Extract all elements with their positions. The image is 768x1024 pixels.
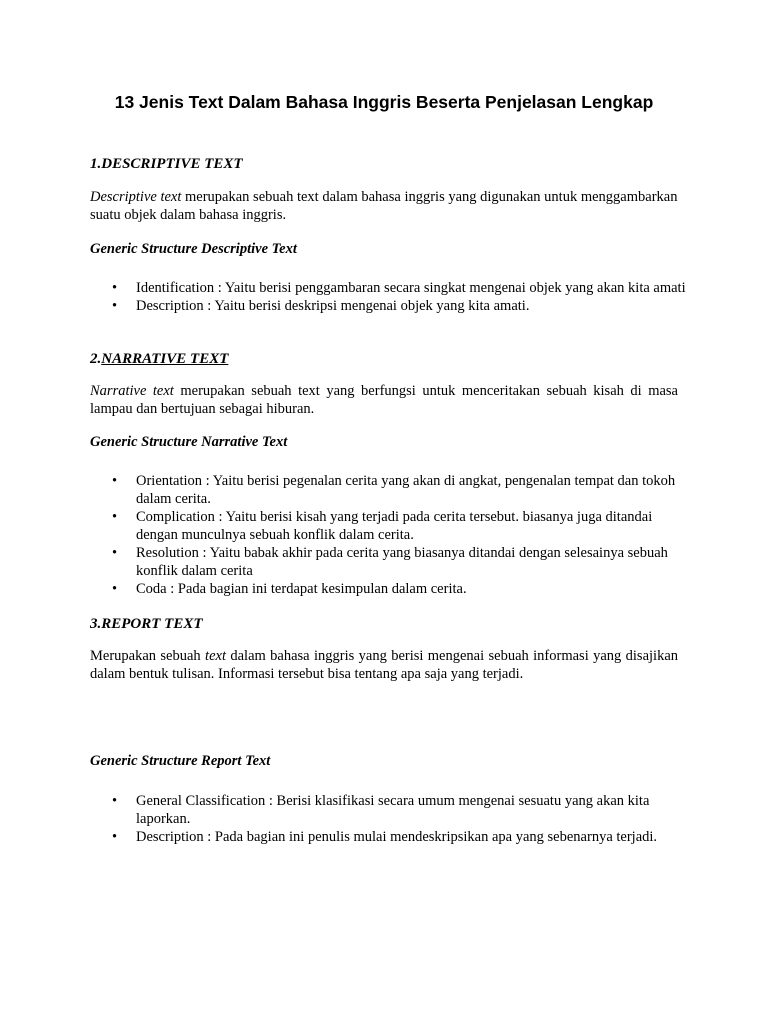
section-heading-report <box>90 616 203 633</box>
section-intro-report <box>90 647 678 683</box>
section-intro-descriptive <box>90 188 678 224</box>
intro-term: Descriptive text <box>90 189 182 205</box>
list-item: • Complication : Yaitu berisi kisah yang terjadi pada cerita tersebut. biasanya juga ditandai dengan munculnya sebuah konflik dalam cerita. <box>90 508 690 544</box>
intro-text: merupakan sebuah text dalam bahasa inggris yang digunakan untuk menggambarkan suatu objek dalam bahasa inggris. <box>90 189 678 223</box>
list-item: • Identification : Yaitu berisi penggambaran secara singkat mengenai objek yang akan kita amati <box>90 279 690 297</box>
list-item: • Coda : Pada bagian ini terdapat kesimpulan dalam cerita. <box>90 580 690 598</box>
section-number: 1. <box>90 156 102 172</box>
list-item: • Description : Yaitu berisi deskripsi mengenai objek yang kita amati. <box>90 297 690 315</box>
section-heading-narrative <box>90 351 228 368</box>
intro-text: dalam bahasa inggris yang berisi mengenai sebuah informasi yang disajikan dalam bentuk tulisan. Informasi tersebut bisa tentang apa saja yang terjadi. <box>90 648 679 682</box>
section-title: DESCRIPTIVE TEXT <box>101 156 243 172</box>
structure-list-narrative <box>90 472 690 598</box>
list-item: • General Classification : Berisi klasifikasi secara umum mengenai sesuatu yang akan kita laporkan. <box>90 792 690 828</box>
structure-title-report: Generic Structure Report Text <box>90 753 271 769</box>
section-intro-narrative <box>90 382 678 418</box>
intro-term: text <box>205 648 226 664</box>
intro-term: Narrative text <box>90 383 174 399</box>
section-heading-descriptive <box>90 156 243 173</box>
structure-title-narrative: Generic Structure Narrative Text <box>90 434 288 450</box>
document-title: 13 Jenis Text Dalam Bahasa Inggris Beserta Penjelasan Lengkap <box>114 92 654 112</box>
structure-list-report <box>90 792 690 846</box>
section-number: 2. <box>90 351 102 367</box>
list-item: • Description : Pada bagian ini penulis mulai mendeskripsikan apa yang sebenarnya terjadi. <box>90 828 690 846</box>
intro-text: merupakan sebuah text yang berfungsi untuk menceritakan sebuah kisah di masa lampau dan bertujuan sebagai hiburan. <box>90 383 678 417</box>
list-item: • Resolution : Yaitu babak akhir pada cerita yang biasanya ditandai dengan selesainya sebuah konflik dalam cerita <box>90 544 690 580</box>
structure-title-descriptive: Generic Structure Descriptive Text <box>90 241 297 257</box>
list-item: • Orientation : Yaitu berisi pegenalan cerita yang akan di angkat, pengenalan tempat dan tokoh dalam cerita. <box>90 472 690 508</box>
intro-text-pre: Merupakan sebuah <box>90 648 206 664</box>
section-title: NARRATIVE TEXT <box>101 351 229 367</box>
section-title: REPORT TEXT <box>101 616 203 632</box>
structure-list-descriptive <box>90 279 690 315</box>
section-number: 3. <box>90 616 102 632</box>
